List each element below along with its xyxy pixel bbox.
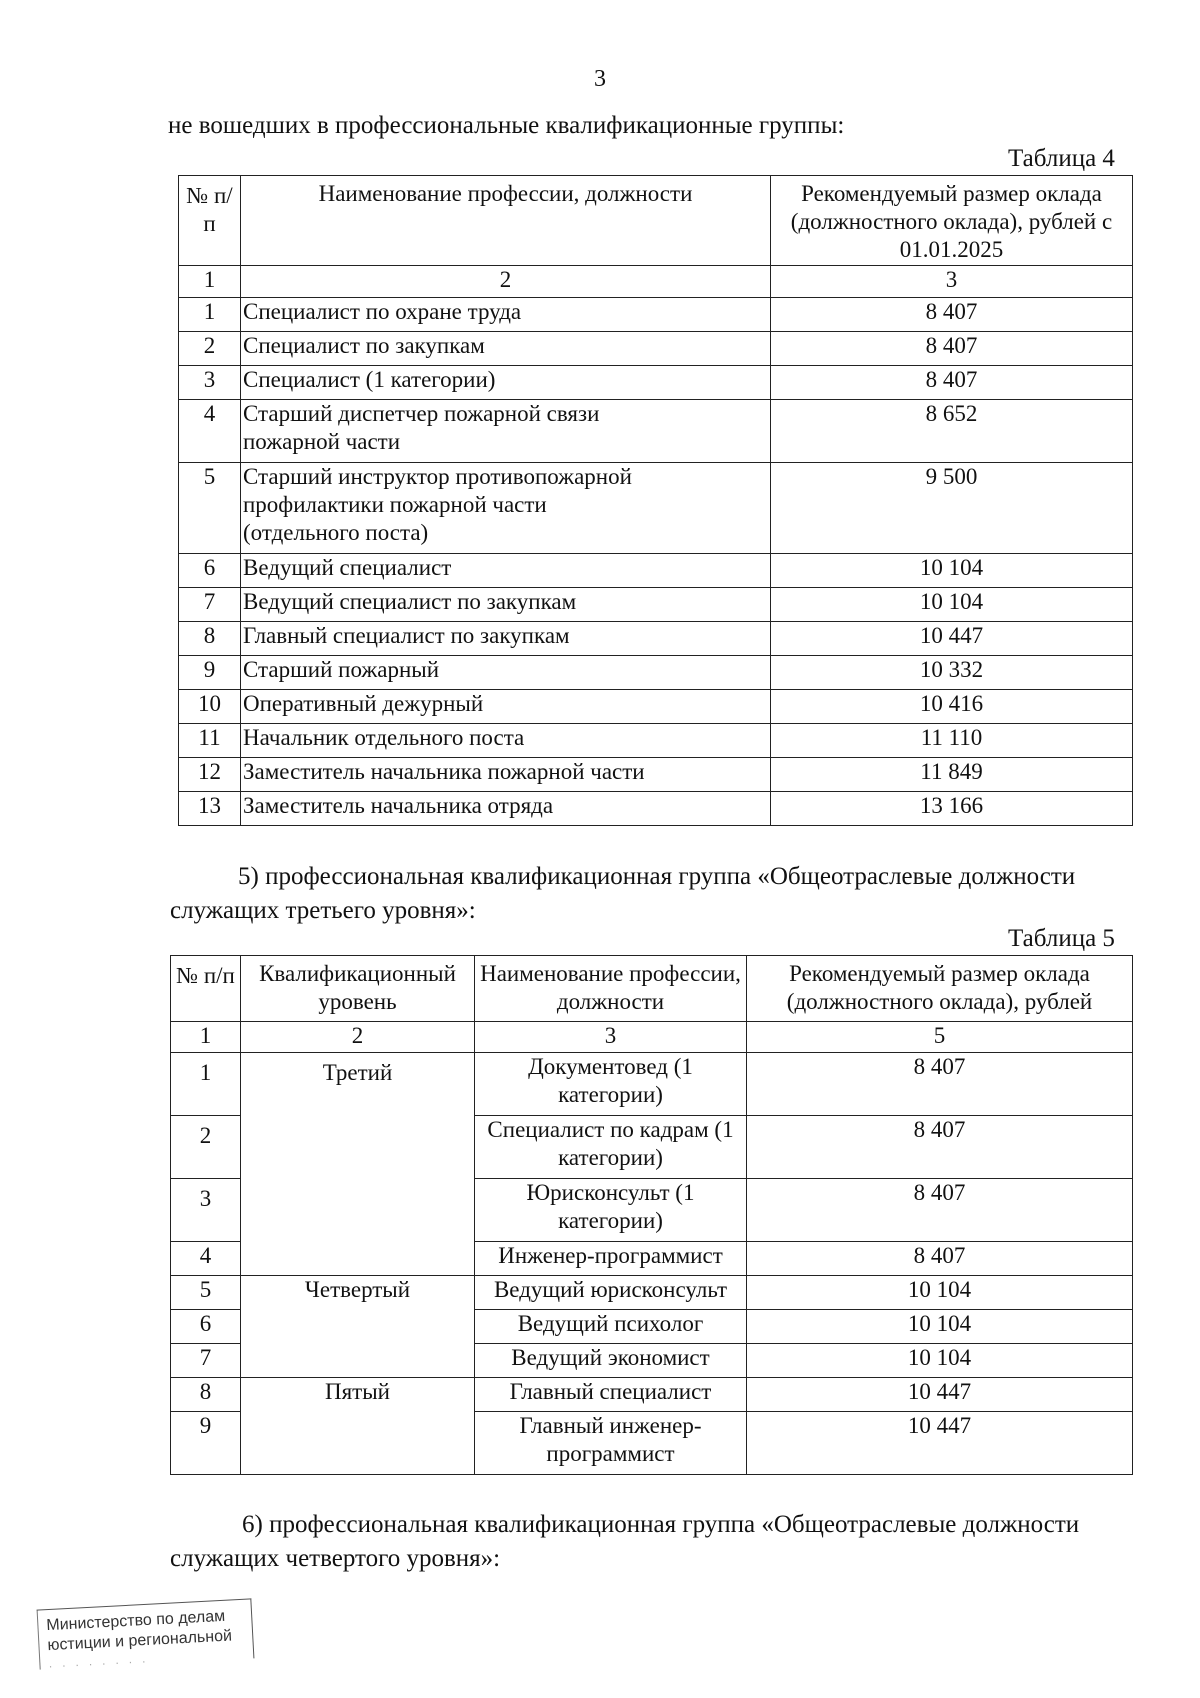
colnum-cell: 2	[241, 266, 771, 298]
row-number: 6	[171, 1310, 241, 1344]
table4-colnum-row	[179, 266, 1133, 298]
qualification-level: Пятый	[241, 1378, 475, 1475]
position-name: Главный инженер-программист	[475, 1412, 747, 1475]
row-number: 9	[171, 1412, 241, 1475]
position-name: Документовед (1 категории)	[475, 1053, 747, 1116]
table5-header-row	[171, 956, 1133, 1022]
table-row	[179, 758, 1133, 792]
position-name: Юрисконсульт (1 категории)	[475, 1179, 747, 1242]
salary-value: 8 652	[771, 400, 1133, 463]
qualification-level: Третий	[241, 1053, 475, 1276]
row-number: 3	[179, 366, 241, 400]
colnum-cell: 1	[171, 1022, 241, 1053]
salary-value: 10 104	[747, 1344, 1133, 1378]
position-name: Инженер-программист	[475, 1242, 747, 1276]
registration-stamp	[37, 1598, 255, 1674]
salary-value: 11 849	[771, 758, 1133, 792]
qualification-level: Четвертый	[241, 1276, 475, 1378]
position-name: Ведущий специалист по закупкам	[241, 588, 771, 622]
table-row	[179, 588, 1133, 622]
row-number: 8	[171, 1378, 241, 1412]
table-row	[179, 792, 1133, 826]
row-number: 11	[179, 724, 241, 758]
salary-value: 10 104	[771, 588, 1133, 622]
salary-value: 10 104	[771, 554, 1133, 588]
table-row	[179, 366, 1133, 400]
position-name: Старший диспетчер пожарной связи пожарной части	[241, 400, 771, 463]
position-name: Заместитель начальника отряда	[241, 792, 771, 826]
salary-value: 10 104	[747, 1310, 1133, 1344]
paragraph-6: 6) профессиональная квалификационная группа «Общеотраслевые должности служащих четвертого уровня»:	[170, 1511, 1080, 1572]
row-number: 7	[171, 1344, 241, 1378]
table-row	[171, 1053, 1133, 1116]
row-number: 8	[179, 622, 241, 656]
table-row	[179, 400, 1133, 463]
table4-header-name: Наименование профессии, должности	[241, 176, 771, 266]
table5-header-name: Наименование профессии, должности	[475, 956, 747, 1022]
row-number: 10	[179, 690, 241, 724]
row-number: 4	[171, 1242, 241, 1276]
table4	[178, 175, 1133, 826]
intro-line: не вошедших в профессиональные квалификационные группы:	[168, 112, 845, 139]
position-name: Ведущий специалист	[241, 554, 771, 588]
position-name: Оперативный дежурный	[241, 690, 771, 724]
table5-colnum-row	[171, 1022, 1133, 1053]
table-row	[171, 1378, 1133, 1412]
stamp-line-1: Министерство по делам	[45, 1607, 226, 1635]
position-name: Специалист (1 категории)	[241, 366, 771, 400]
position-name: Главный специалист	[475, 1378, 747, 1412]
table-row	[179, 622, 1133, 656]
salary-value: 10 104	[747, 1276, 1133, 1310]
row-number: 1	[171, 1053, 241, 1116]
table5-header-salary: Рекомендуемый размер оклада (должностного оклада), рублей	[747, 956, 1133, 1022]
stamp-line-2: юстиции и региональной	[47, 1627, 233, 1655]
position-name: Специалист по кадрам (1 категории)	[475, 1116, 747, 1179]
position-name: Начальник отдельного поста	[241, 724, 771, 758]
position-name: Ведущий юрисконсульт	[475, 1276, 747, 1310]
table-row	[179, 724, 1133, 758]
row-number: 9	[179, 656, 241, 690]
table5-header-level: Квалификационный уровень	[241, 956, 475, 1022]
stamp-faint-text: · · · · · · · ·	[48, 1653, 150, 1674]
row-number: 1	[179, 298, 241, 332]
position-name: Специалист по охране труда	[241, 298, 771, 332]
table5-caption: Таблица 5	[1008, 925, 1115, 952]
table-row	[179, 554, 1133, 588]
position-name: Заместитель начальника пожарной части	[241, 758, 771, 792]
row-number: 5	[171, 1276, 241, 1310]
salary-value: 8 407	[747, 1053, 1133, 1116]
row-number: 2	[179, 332, 241, 366]
colnum-cell: 5	[747, 1022, 1133, 1053]
row-number: 4	[179, 400, 241, 463]
table-row	[179, 332, 1133, 366]
table-row	[171, 1276, 1133, 1310]
table-row	[179, 298, 1133, 332]
row-number: 7	[179, 588, 241, 622]
table4-header-row	[179, 176, 1133, 266]
table4-caption: Таблица 4	[1008, 145, 1115, 172]
salary-value: 8 407	[771, 332, 1133, 366]
table4-header-number: № п/п	[179, 176, 241, 266]
row-number: 13	[179, 792, 241, 826]
position-name: Специалист по закупкам	[241, 332, 771, 366]
colnum-cell: 3	[771, 266, 1133, 298]
salary-value: 10 416	[771, 690, 1133, 724]
paragraph-5: 5) профессиональная квалификационная группа «Общеотраслевые должности служащих третьего уровня»:	[170, 863, 1076, 924]
table-row	[179, 463, 1133, 554]
salary-value: 10 332	[771, 656, 1133, 690]
position-name: Старший инструктор противопожарной профилактики пожарной части (отдельного поста)	[241, 463, 771, 554]
row-number: 6	[179, 554, 241, 588]
position-name: Старший пожарный	[241, 656, 771, 690]
salary-value: 8 407	[747, 1242, 1133, 1276]
salary-value: 13 166	[771, 792, 1133, 826]
row-number: 2	[171, 1116, 241, 1179]
row-number: 12	[179, 758, 241, 792]
salary-value: 8 407	[771, 298, 1133, 332]
table-row	[179, 690, 1133, 724]
table5	[170, 955, 1133, 1475]
row-number: 5	[179, 463, 241, 554]
salary-value: 8 407	[771, 366, 1133, 400]
row-number: 3	[171, 1179, 241, 1242]
table5-header-number: № п/п	[171, 956, 241, 1022]
position-name: Ведущий психолог	[475, 1310, 747, 1344]
salary-value: 8 407	[747, 1116, 1133, 1179]
colnum-cell: 1	[179, 266, 241, 298]
colnum-cell: 2	[241, 1022, 475, 1053]
salary-value: 11 110	[771, 724, 1133, 758]
salary-value: 8 407	[747, 1179, 1133, 1242]
position-name: Главный специалист по закупкам	[241, 622, 771, 656]
position-name: Ведущий экономист	[475, 1344, 747, 1378]
colnum-cell: 3	[475, 1022, 747, 1053]
table-row	[179, 656, 1133, 690]
table4-header-salary: Рекомендуемый размер оклада (должностного оклада), рублей с 01.01.2025	[771, 176, 1133, 266]
page-number: 3	[594, 66, 606, 92]
salary-value: 10 447	[747, 1378, 1133, 1412]
salary-value: 9 500	[771, 463, 1133, 554]
salary-value: 10 447	[747, 1412, 1133, 1475]
salary-value: 10 447	[771, 622, 1133, 656]
